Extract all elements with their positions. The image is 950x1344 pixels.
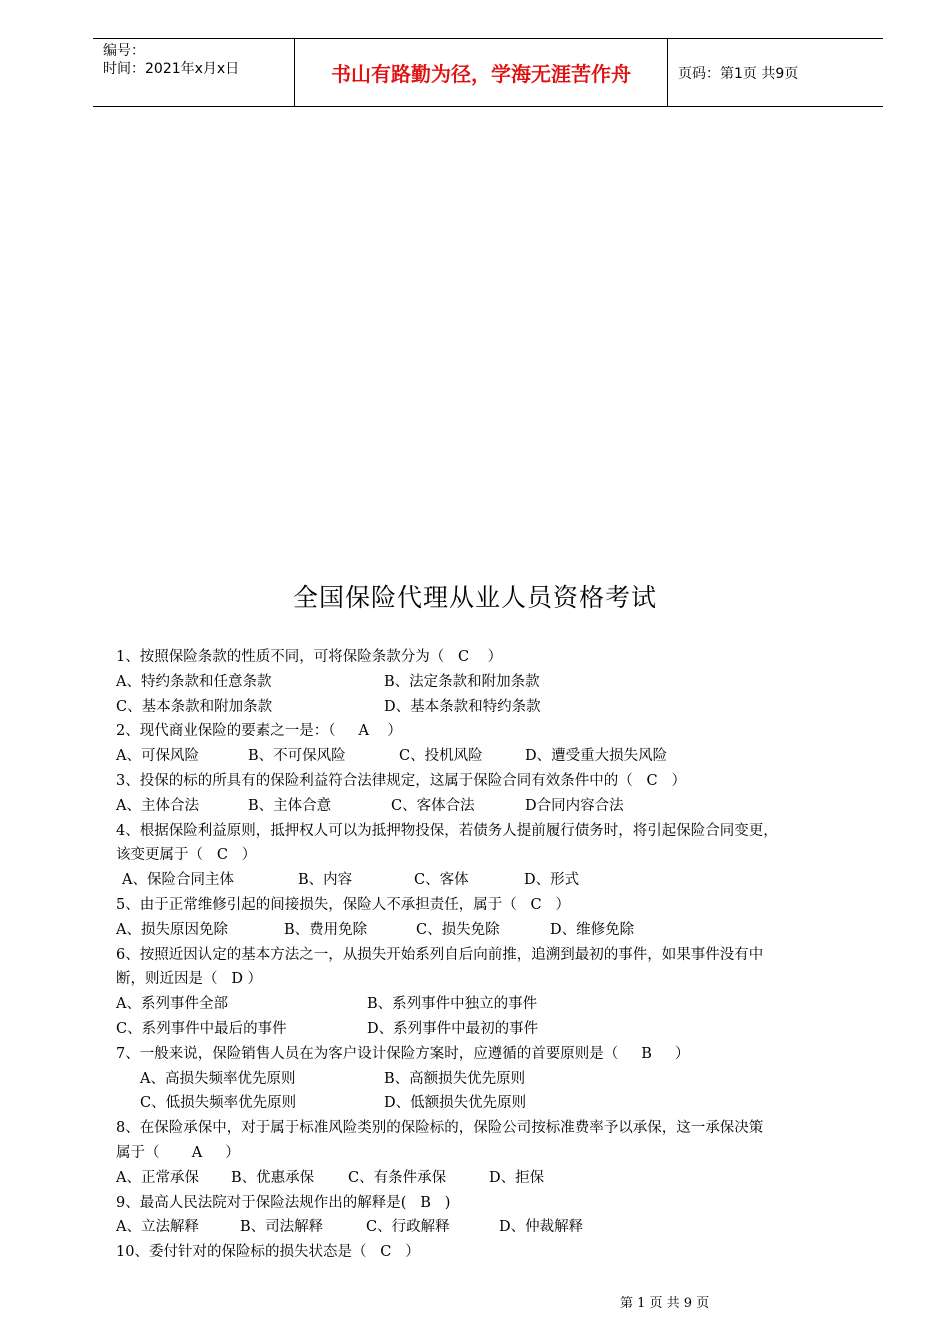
option: A、高损失频率优先原则 <box>140 1070 296 1087</box>
question-10: 10、委付针对的保险标的损失状态是（ C ） <box>116 1244 420 1261</box>
header-meta <box>93 39 295 106</box>
header-motto: 书山有路勤为径，学海无涯苦作舟 <box>295 39 668 106</box>
options-row <box>116 918 876 943</box>
option: A、立法解释 <box>116 1219 199 1236</box>
question-8: 8、在保险承保中，对于属于标准风险类别的保险标的，保险公司按标准费率予以承保，这一承保决策 <box>116 1120 764 1137</box>
option: D、系列事件中最初的事件 <box>367 1020 539 1037</box>
option: A、保险合同主体 <box>122 872 234 889</box>
options-row <box>116 695 876 720</box>
option: D、基本条款和特约条款 <box>384 698 541 715</box>
question-6-cont: 断，则近因是（ D ） <box>116 971 263 988</box>
option: B、司法解释 <box>240 1219 324 1236</box>
options-row <box>116 1067 876 1092</box>
option: B、系列事件中独立的事件 <box>367 996 538 1013</box>
option: A、系列事件全部 <box>116 996 228 1013</box>
option: C、损失免除 <box>416 921 500 938</box>
option: B、主体合意 <box>248 797 332 814</box>
options-row <box>116 1215 876 1240</box>
option: C、基本条款和附加条款 <box>116 698 273 715</box>
question-4-cont: 该变更属于（ C ） <box>116 847 257 864</box>
question-3: 3、投保的标的所具有的保险利益符合法律规定，这属于保险合同有效条件中的（ C ） <box>116 772 686 789</box>
question-5: 5、由于正常维修引起的间接损失，保险人不承担责任，属于（ C ） <box>116 896 570 913</box>
options-row <box>116 1166 876 1191</box>
option: A、可保风险 <box>116 748 199 765</box>
number-label: 编号： <box>103 43 145 59</box>
option: B、优惠承保 <box>231 1169 315 1186</box>
option: D、形式 <box>524 872 580 889</box>
question-7: 7、一般来说，保险销售人员在为客户设计保险方案时，应遵循的首要原则是（ B ） <box>116 1045 690 1062</box>
option: C、有条件承保 <box>348 1169 447 1186</box>
option: D、仲裁解释 <box>499 1219 584 1236</box>
option: B、不可保风险 <box>248 748 346 765</box>
options-row <box>116 794 876 819</box>
option: B、费用免除 <box>284 921 368 938</box>
page-footer: 第 1 页 共 9 页 <box>620 1296 710 1311</box>
option: B、内容 <box>298 872 353 889</box>
question-4: 4、根据保险利益原则，抵押权人可以为抵押物投保，若债务人提前履行债务时，将引起保险合同变更， <box>116 822 778 839</box>
question-1: 1、按照保险条款的性质不同，可将保险条款分为（ C ） <box>116 649 503 665</box>
option: B、高额损失优先原则 <box>384 1070 526 1087</box>
question-list <box>116 645 876 1265</box>
option: D、维修免除 <box>550 921 635 938</box>
document-title: 全国保险代理从业人员资格考试 <box>292 583 657 612</box>
question-6: 6、按照近因认定的基本方法之一，从损失开始系列自后向前推，追溯到最初的事件，如果事件没有中 <box>116 946 764 963</box>
option: A、主体合法 <box>116 797 199 814</box>
question-2: 2、现代商业保险的要素之一是：（ A ） <box>116 723 402 740</box>
options-row <box>116 868 876 893</box>
option: C、系列事件中最后的事件 <box>116 1020 287 1037</box>
option: C、客体合法 <box>391 797 475 814</box>
option: C、低损失频率优先原则 <box>140 1095 297 1112</box>
options-row <box>116 1091 876 1116</box>
option: A、特约条款和任意条款 <box>116 673 272 690</box>
option: C、行政解释 <box>366 1219 450 1236</box>
options-row <box>116 744 876 769</box>
time-label: 时间：2021年x月x日 <box>103 61 240 77</box>
options-row <box>116 992 876 1017</box>
option: A、损失原因免除 <box>116 921 228 938</box>
option: A、正常承保 <box>116 1169 199 1186</box>
header-page-label: 页码：第1页 共9页 <box>678 65 799 82</box>
option: B、法定条款和附加条款 <box>384 673 540 690</box>
option: D、低额损失优先原则 <box>384 1095 527 1112</box>
option: D、拒保 <box>489 1169 545 1186</box>
question-8-cont: 属于（ A ） <box>116 1144 240 1161</box>
options-row <box>116 670 876 695</box>
options-row <box>116 1017 876 1042</box>
option: D、遭受重大损失风险 <box>525 748 668 765</box>
question-9: 9、最高人民法院对于保险法规作出的解释是( B ) <box>116 1194 451 1211</box>
page-header <box>93 38 883 107</box>
option: D合同内容合法 <box>525 797 624 814</box>
option: C、客体 <box>414 872 469 889</box>
option: C、投机风险 <box>399 748 483 765</box>
